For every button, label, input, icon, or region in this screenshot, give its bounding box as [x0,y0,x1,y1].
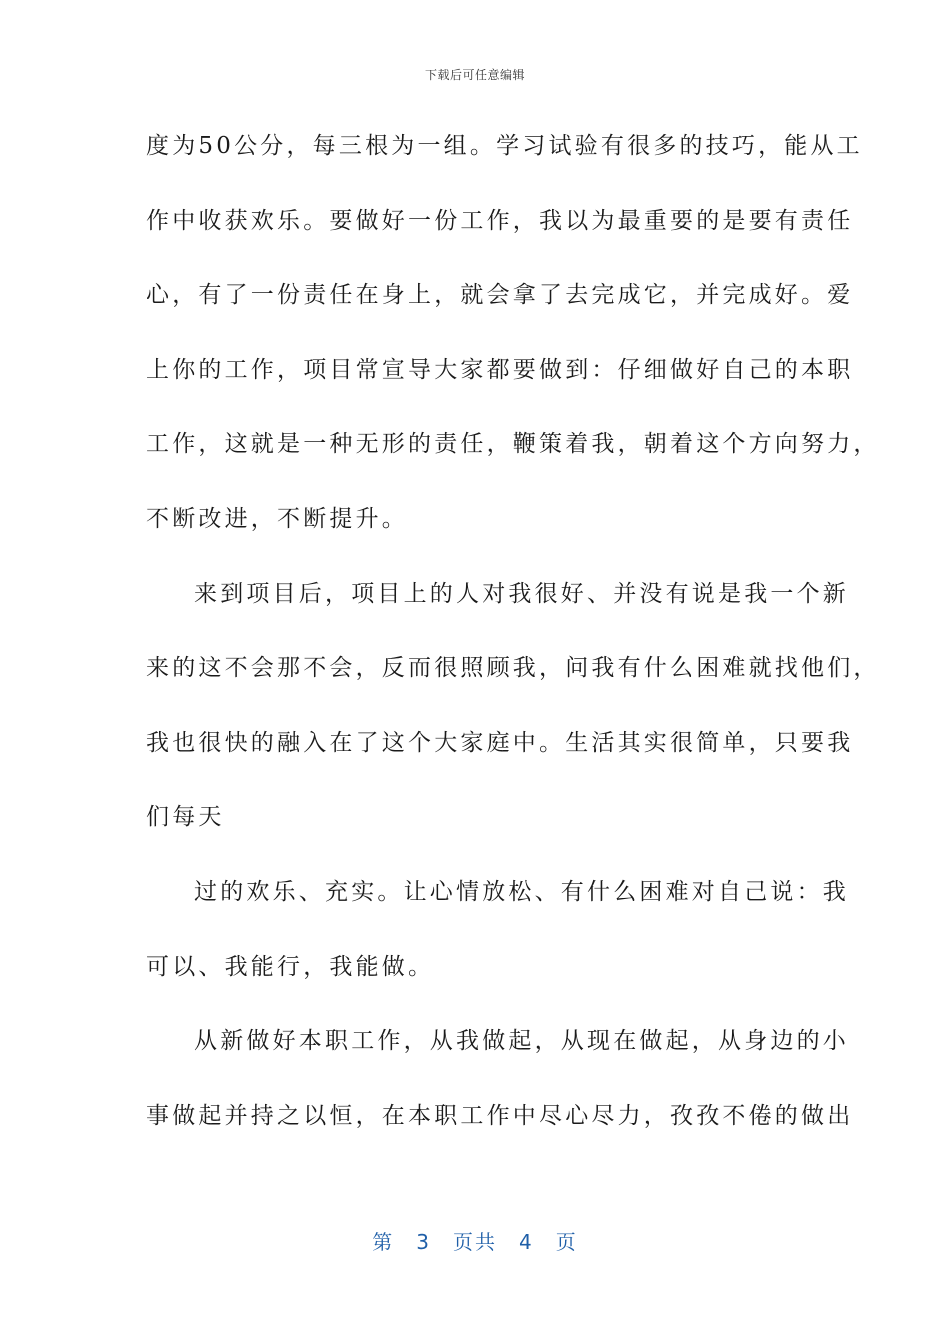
document-body [146,128,880,1172]
text-line-1: 度为50公分，每三根为一组。学习试验有很多的技巧，能从工 [146,133,863,159]
footer-suffix: 页 [555,1230,578,1254]
text-line-6: 不断改进，不断提升。 [146,505,408,532]
text-line-5: 工作，这就是一种无形的责任，鞭策着我，朝着这个方向努力， [146,431,880,458]
text-line-14: 事做起并持之以恒，在本职工作中尽心尽力，孜孜不倦的做出 [146,1102,854,1129]
footer-prefix: 第 [372,1230,395,1254]
text-line-2: 作中收获欢乐。要做好一份工作，我以为最重要的是要有责任 [146,207,854,234]
text-line-13: 从新做好本职工作，从我做起，从现在做起，从身边的小 [194,1028,849,1055]
footer-current-page: 3 [416,1230,431,1254]
text-line-4: 上你的工作，项目常宣导大家都要做到：仔细做好自己的本职 [146,356,854,383]
text-line-7: 来到项目后，项目上的人对我很好、并没有说是我一个新 [194,580,849,607]
text-line-9: 我也很快的融入在了这个大家庭中。生活其实很简单，只要我 [146,729,854,756]
text-line-3: 心，有了一份责任在身上，就会拿了去完成它，并完成好。爱 [146,282,854,309]
text-line-10: 们每天 [146,804,225,831]
text-line-12: 可以、我能行，我能做。 [146,953,435,980]
text-line-8: 来的这不会那不会，反而很照顾我，问我有什么困难就找他们， [146,655,880,682]
footer-total-pages: 4 [519,1230,534,1254]
page-footer [0,1226,950,1255]
text-line-11: 过的欢乐、充实。让心情放松、有什么困难对自己说：我 [194,878,849,905]
footer-middle: 页共 [453,1230,497,1254]
page-header: 下载后可任意编辑 [424,68,525,82]
